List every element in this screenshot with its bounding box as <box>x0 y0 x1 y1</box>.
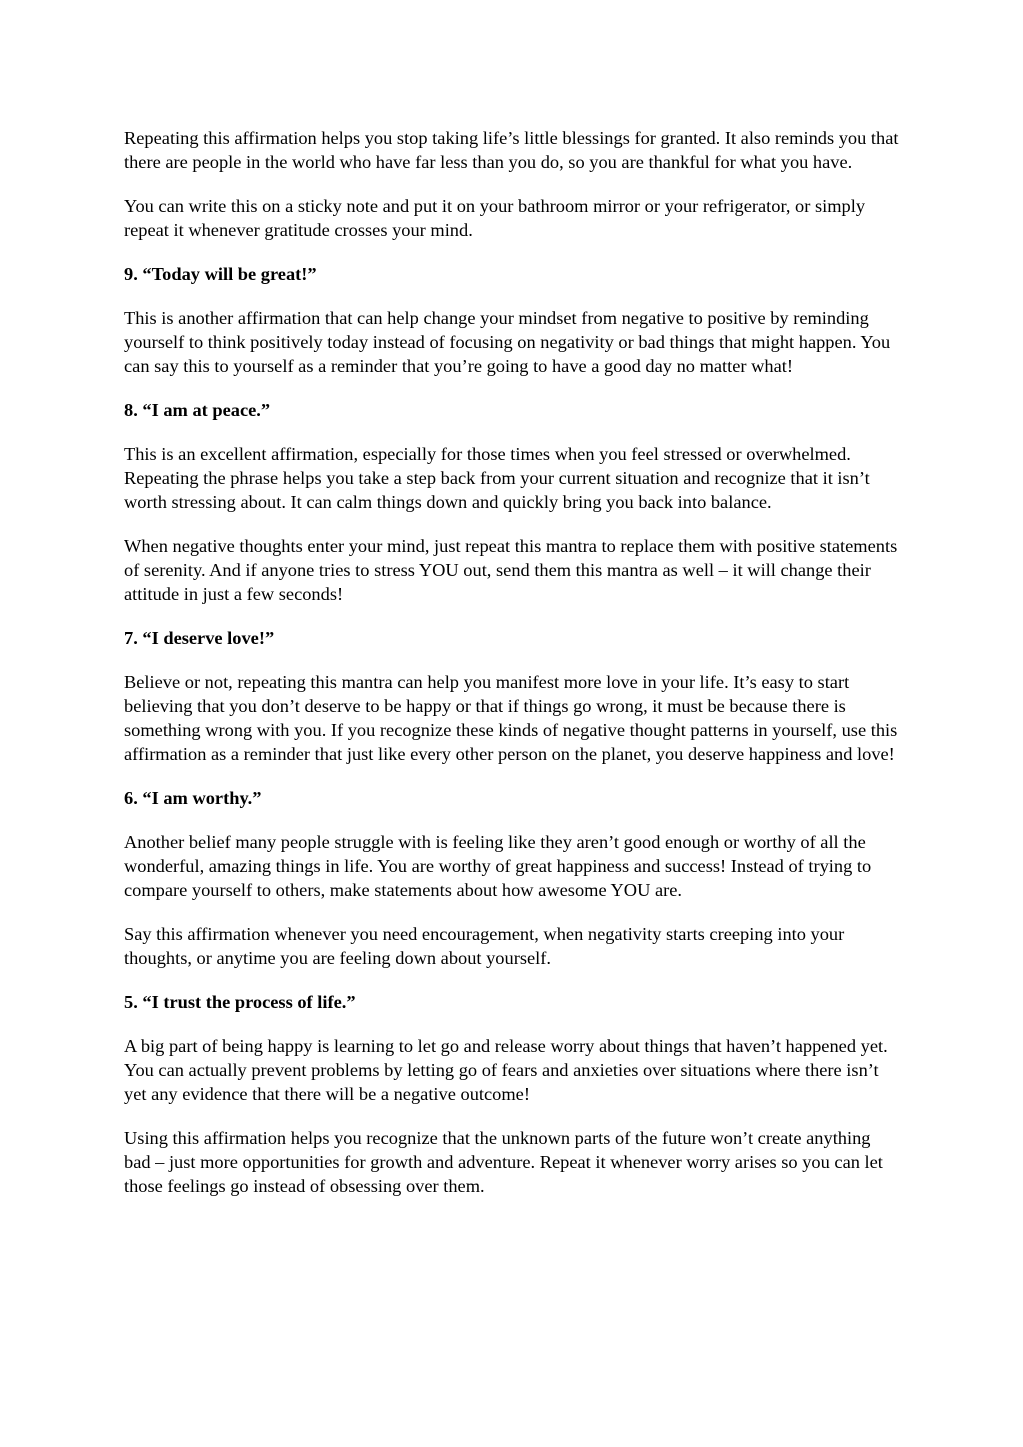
section-heading: 7. “I deserve love!” <box>124 628 275 648</box>
paragraph: Another belief many people struggle with is feeling like they aren’t good enough or worthy of all the wonderful, amazing things in life. You are worthy of great happiness and success! Instead of trying to compare yourself to others, make statements about how awesome YOU are. <box>124 832 872 900</box>
paragraph: A big part of being happy is learning to let go and release worry about things that haven’t happened yet. You can actually prevent problems by letting go of fears and anxieties over situations where there isn’t yet any evidence that there will be a negative outcome! <box>124 1036 888 1104</box>
paragraph: Repeating this affirmation helps you stop taking life’s little blessings for granted. It also reminds you that there are people in the world who have far less than you do, so you are thankful for what you have. <box>124 128 899 172</box>
paragraph: Say this affirmation whenever you need encouragement, when negativity starts creeping into your thoughts, or anytime you are feeling down about yourself. <box>124 924 845 968</box>
paragraph: Using this affirmation helps you recognize that the unknown parts of the future won’t create anything bad – just more opportunities for growth and adventure. Repeat it whenever worry arises so you can let those feelings go instead of obsessing over them. <box>124 1128 883 1196</box>
paragraph: This is another affirmation that can help change your mindset from negative to positive by reminding yourself to think positively today instead of focusing on negativity or bad things that might happen. You can say this to yourself as a reminder that you’re going to have a good day no matter what! <box>124 308 891 376</box>
paragraph: This is an excellent affirmation, especially for those times when you feel stressed or overwhelmed. Repeating the phrase helps you take a step back from your current situation and recognize that it isn’t worth stressing about. It can calm things down and quickly bring you back into balance. <box>124 444 870 512</box>
section-heading: 5. “I trust the process of life.” <box>124 992 356 1012</box>
paragraph: When negative thoughts enter your mind, just repeat this mantra to replace them with positive statements of serenity. And if anyone tries to stress YOU out, send them this mantra as well – it will change their attitude in just a few seconds! <box>124 536 898 604</box>
section-heading: 6. “I am worthy.” <box>124 788 262 808</box>
section-heading: 9. “Today will be great!” <box>124 264 317 284</box>
paragraph: You can write this on a sticky note and put it on your bathroom mirror or your refrigerator, or simply repeat it whenever gratitude crosses your mind. <box>124 196 866 240</box>
section-heading: 8. “I am at peace.” <box>124 400 271 420</box>
document-page <box>124 126 900 1218</box>
paragraph: Believe or not, repeating this mantra can help you manifest more love in your life. It’s easy to start believing that you don’t deserve to be happy or that if things go wrong, it must be because there is something wrong with you. If you recognize these kinds of negative thought patterns in yourself, use this affirmation as a reminder that just like every other person on the planet, you deserve happiness and love! <box>124 672 898 764</box>
